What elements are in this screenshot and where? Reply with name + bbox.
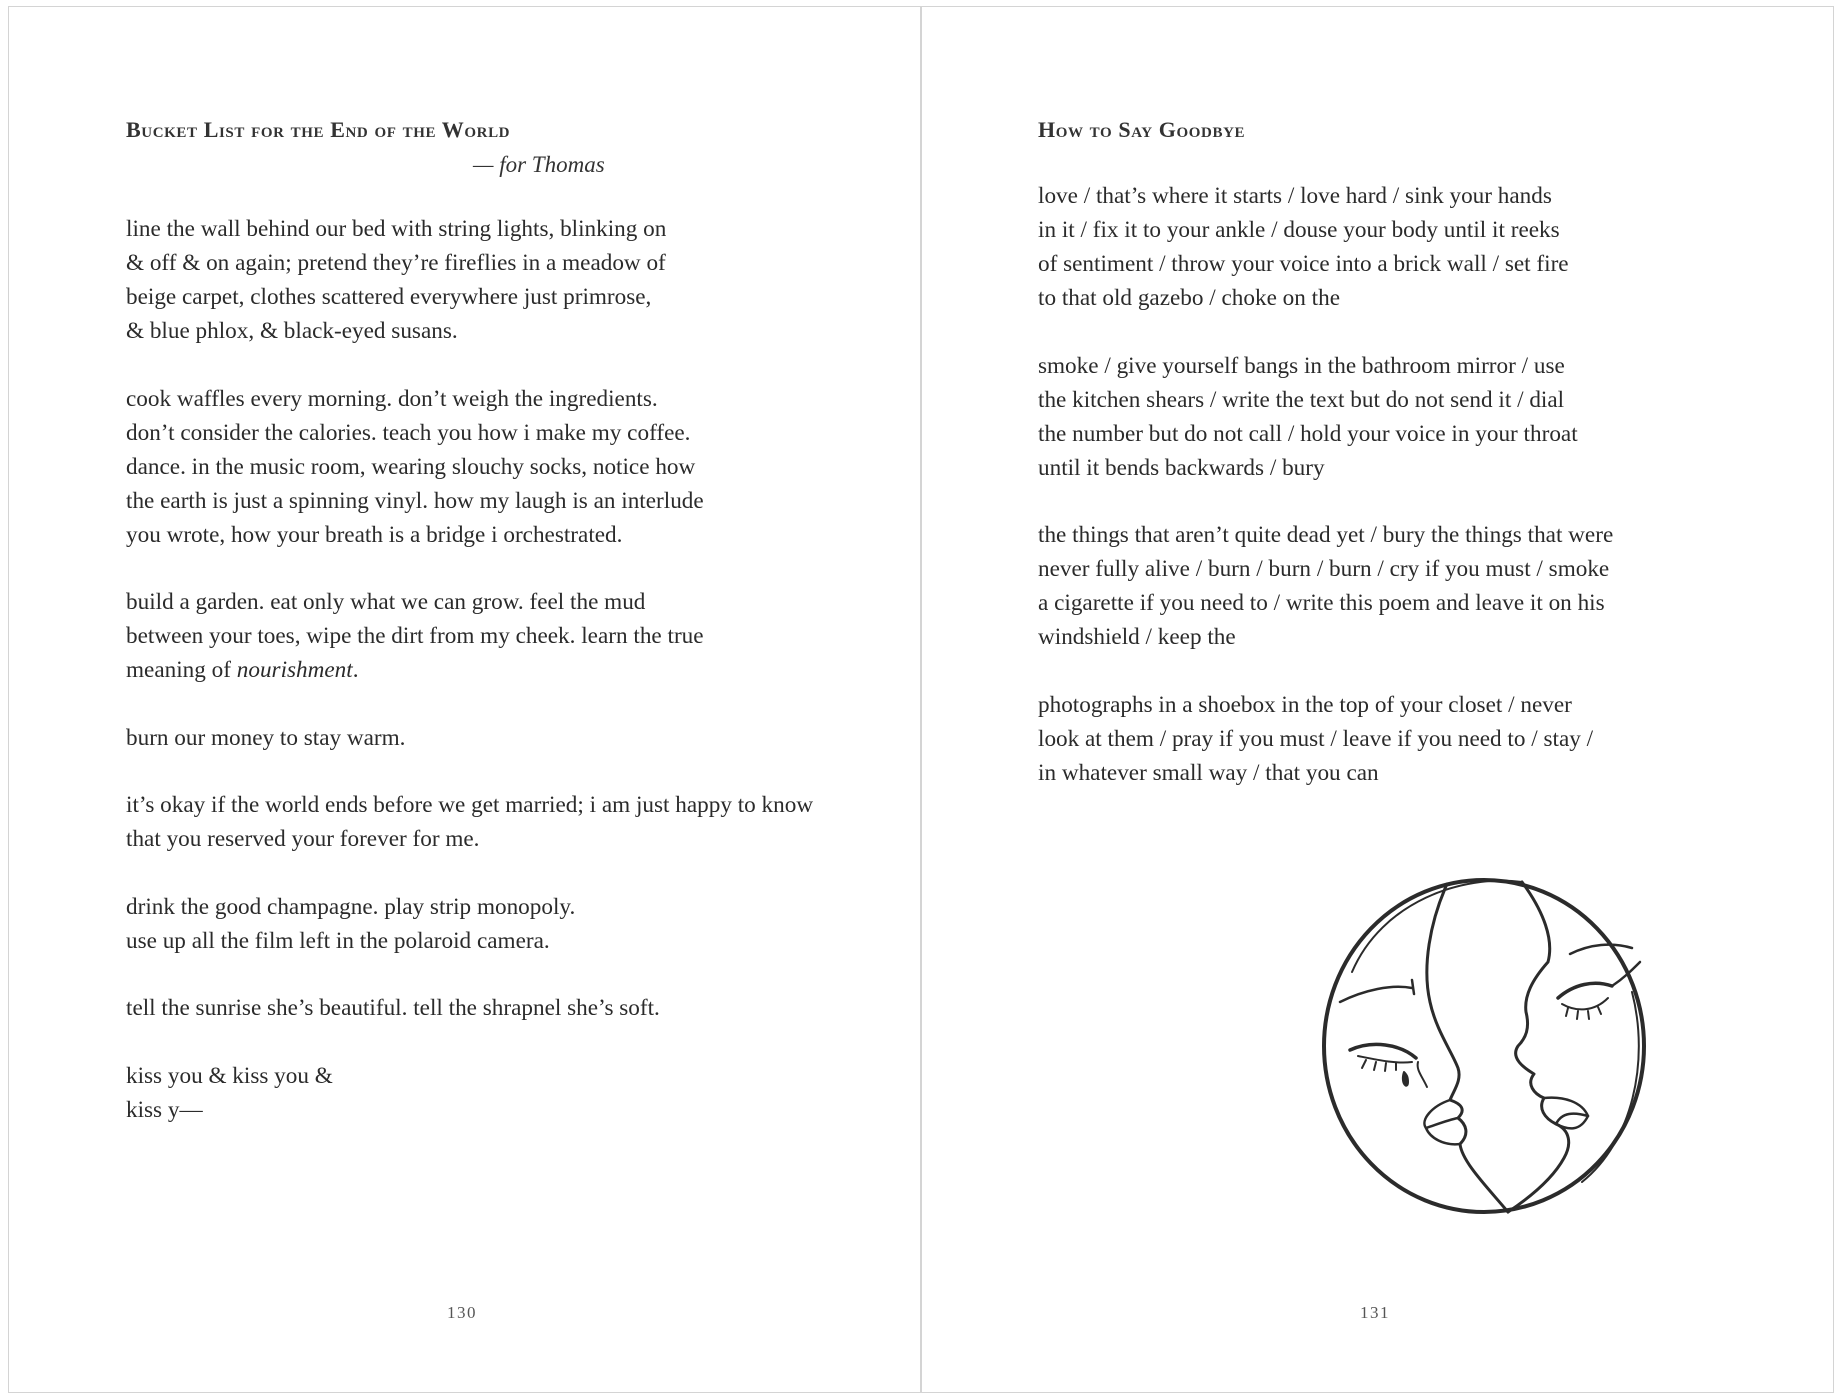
poem-line: tell the sunrise she’s beautiful. tell the shrapnel she’s soft. — [126, 995, 660, 1021]
poem-line: you wrote, how your breath is a bridge i orchestrated. — [126, 521, 623, 548]
poem-line: in it / fix it to your ankle / douse your body until it reeks — [1038, 217, 1560, 243]
poem-line: drink the good champagne. play strip monopoly. — [126, 893, 576, 920]
poem-line: beige carpet, clothes scattered everywhere just primrose, — [126, 284, 652, 310]
poem-line: the kitchen shears / write the text but do not send it / dial — [1038, 386, 1565, 413]
poem-line: don’t consider the calories. teach you how i make my coffee. — [126, 419, 691, 446]
right-page — [921, 6, 1834, 1393]
poem-line: the things that aren’t quite dead yet / bury the things that were — [1038, 522, 1614, 548]
poem-line: that you reserved your forever for me. — [126, 826, 480, 852]
poem-line: to that old gazebo / choke on the — [1038, 285, 1340, 311]
poem-line-emphasis: nourishment — [236, 657, 353, 683]
stanza — [126, 1059, 813, 1127]
poem-line: & blue phlox, & black-eyed susans. — [126, 318, 458, 344]
poem-line — [126, 653, 813, 687]
crescent-moon-faces-icon — [1312, 862, 1656, 1224]
poem-line: of sentiment / throw your voice into a brick wall / set fire — [1038, 251, 1569, 277]
poem-line: in whatever small way / that you can — [1038, 759, 1379, 786]
poem-line: build a garden. eat only what we can grow. feel the mud — [126, 589, 646, 615]
poem-line: burn our money to stay warm. — [126, 724, 406, 751]
poem-line: the earth is just a spinning vinyl. how my laugh is an interlude — [126, 487, 704, 514]
poem-line: line the wall behind our bed with string lights, blinking on — [126, 216, 667, 242]
poem-line: never fully alive / burn / burn / burn / cry if you must / smoke — [1038, 556, 1610, 582]
poem-title-bucket-list: Bucket List for the End of the World — [126, 117, 511, 142]
poem-line: cook waffles every morning. don’t weigh the ingredients. — [126, 385, 658, 412]
poem-line: & off & on again; pretend they’re fireflies in a meadow of — [126, 250, 666, 276]
poem-line: kiss y— — [126, 1096, 203, 1123]
poem-line: love / that’s where it starts / love hard / sink your hands — [1038, 183, 1552, 209]
poem-line: the number but do not call / hold your voice in your throat — [1038, 420, 1578, 447]
stanza — [1038, 179, 1613, 315]
poem-line: look at them / pray if you must / leave if you need to / stay / — [1038, 725, 1594, 752]
stanza — [1038, 688, 1613, 790]
stanza — [126, 991, 813, 1025]
poem-dedication: — for Thomas — [473, 152, 605, 177]
page-number-left: 130 — [447, 1303, 477, 1322]
poem-line: use up all the film left in the polaroid camera. — [126, 927, 550, 954]
poem-line: kiss you & kiss you & — [126, 1062, 333, 1089]
stanza — [126, 788, 813, 856]
poem-body-bucket-list — [126, 212, 813, 1160]
poem-line: a cigarette if you need to / write this poem and leave it on his — [1038, 590, 1605, 616]
poem-line-text: meaning of — [126, 657, 237, 683]
poem-line: between your toes, wipe the dirt from my cheek. learn the true — [126, 623, 704, 649]
poem-line: photographs in a shoebox in the top of your closet / never — [1038, 691, 1572, 718]
stanza — [126, 585, 813, 687]
stanza — [126, 721, 813, 755]
poem-title-how-to-say-goodbye: How to Say Goodbye — [1038, 117, 1246, 142]
poem-line: windshield / keep the — [1038, 624, 1236, 650]
stanza — [1038, 349, 1613, 485]
poem-line-text: . — [352, 657, 359, 683]
poem-line: until it bends backwards / bury — [1038, 454, 1325, 481]
stanza — [126, 212, 813, 348]
page-number-right: 131 — [1360, 1303, 1390, 1322]
stanza — [126, 890, 813, 958]
poem-line: dance. in the music room, wearing slouchy socks, notice how — [126, 453, 696, 480]
poem-line: smoke / give yourself bangs in the bathroom mirror / use — [1038, 352, 1565, 379]
stanza — [126, 382, 813, 552]
stanza — [1038, 518, 1613, 654]
poem-line: it’s okay if the world ends before we get married; i am just happy to know — [126, 792, 814, 818]
left-page — [8, 6, 921, 1393]
poem-body-how-to-say-goodbye — [1038, 179, 1613, 823]
